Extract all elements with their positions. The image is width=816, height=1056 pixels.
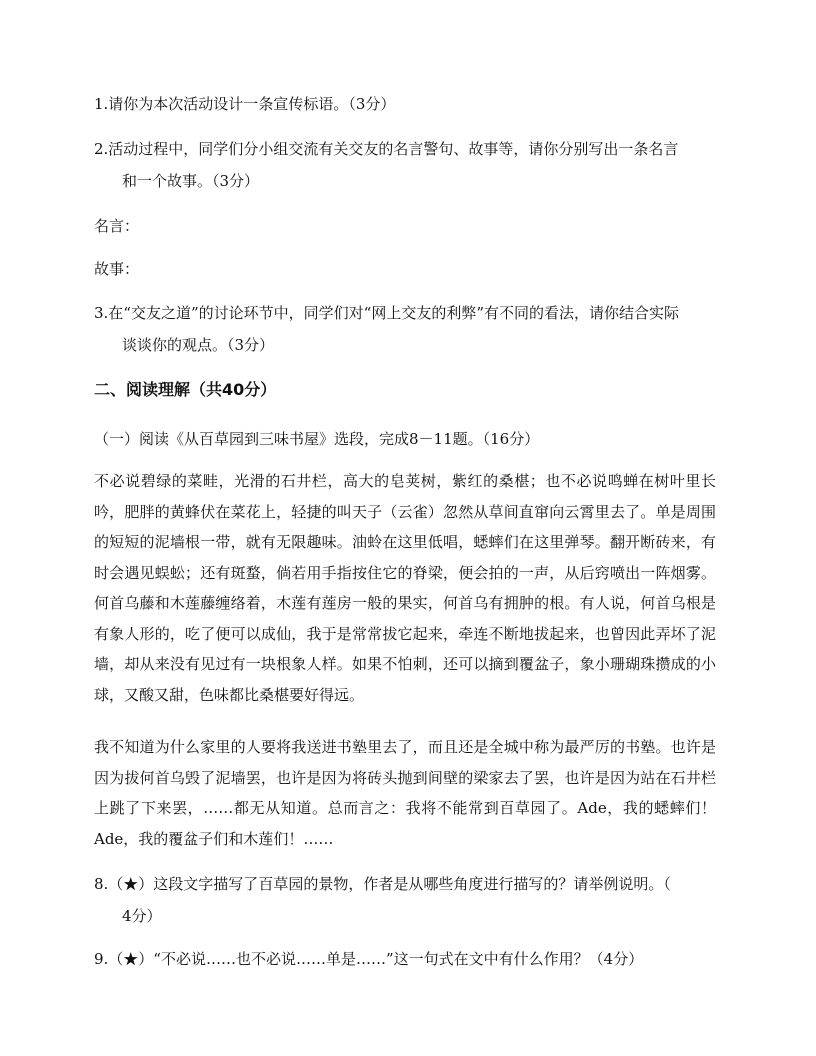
section-2-title: 二、阅读理解（共40分）	[94, 380, 277, 399]
question-1	[94, 93, 395, 115]
question-8-line-2: 4分）	[122, 907, 162, 925]
question-3	[94, 302, 679, 356]
question-9: 9.（★）“不必说……也不必说……单是……”这一句式在文中有什么作用？（4分）	[94, 950, 644, 968]
question-8	[94, 873, 671, 927]
question-3-line-2: 谈谈你的观点。（3分）	[122, 336, 275, 354]
section-2-subtitle: （一）阅读《从百草园到三味书屋》选段，完成8－11题。（16分）	[94, 430, 540, 448]
quote-label: 名言：	[94, 217, 140, 235]
question-1-line: 1.请你为本次活动设计一条宣传标语。（3分）	[94, 95, 396, 113]
question-3-line-1: 3.在“交友之道”的讨论环节中，同学们对“网上交友的利弊”有不同的看法，请你结合实际	[94, 304, 679, 322]
passage-paragraph-1: 不必说碧绿的菜畦，光滑的石井栏，高大的皂荚树，紫红的桑椹；也不必说鸣蝉在树叶里长吟，肥胖的黄蜂伏在菜花上，轻捷的叫天子（云雀）忽然从草间直窜向云霄里去了。单是周围的短短的泥墙根一带，就有无限趣味。油蛉在这里低唱，蟋蟀们在这里弹琴。翻开断砖来，有时会遇见蜈蚣；还有斑蝥，倘若用手指按住它的脊梁，便会拍的一声，从后窍喷出一阵烟雾。何首乌藤和木莲藤缠络着，木莲有莲房一般的果实，何首乌有拥肿的根。有人说，何首乌根是有象人形的，吃了便可以成仙，我于是常常拔它起来，牵连不断地拔起来，也曾因此弄坏了泥墙，却从来没有见过有一块根象人样。如果不怕刺，还可以摘到覆盆子，象小珊瑚珠攒成的小球，又酸又甜，色味都比桑椹要好得远。	[94, 472, 716, 704]
question-2-line-2: 和一个故事。（3分）	[122, 172, 260, 190]
question-8-line-1: 8.（★）这段文字描写了百草园的景物，作者是从哪些角度进行描写的？请举例说明。（	[94, 875, 671, 893]
passage-paragraph-2: 我不知道为什么家里的人要将我送进书塾里去了，而且还是全城中称为最严厉的书塾。也许是因为拔何首乌毁了泥墙罢，也许是因为将砖头抛到间壁的梁家去了罢，也许是因为站在石井栏上跳了下来罢，……都无从知道。总而言之：我将不能常到百草园了。Ade，我的蟋蟀们！Ade，我的覆盆子们和木莲们！……	[94, 738, 716, 848]
question-2	[94, 138, 678, 192]
story-label: 故事：	[94, 260, 140, 278]
question-2-line-1: 2.活动过程中，同学们分小组交流有关交友的名言警句、故事等，请你分别写出一条名言	[94, 140, 679, 158]
